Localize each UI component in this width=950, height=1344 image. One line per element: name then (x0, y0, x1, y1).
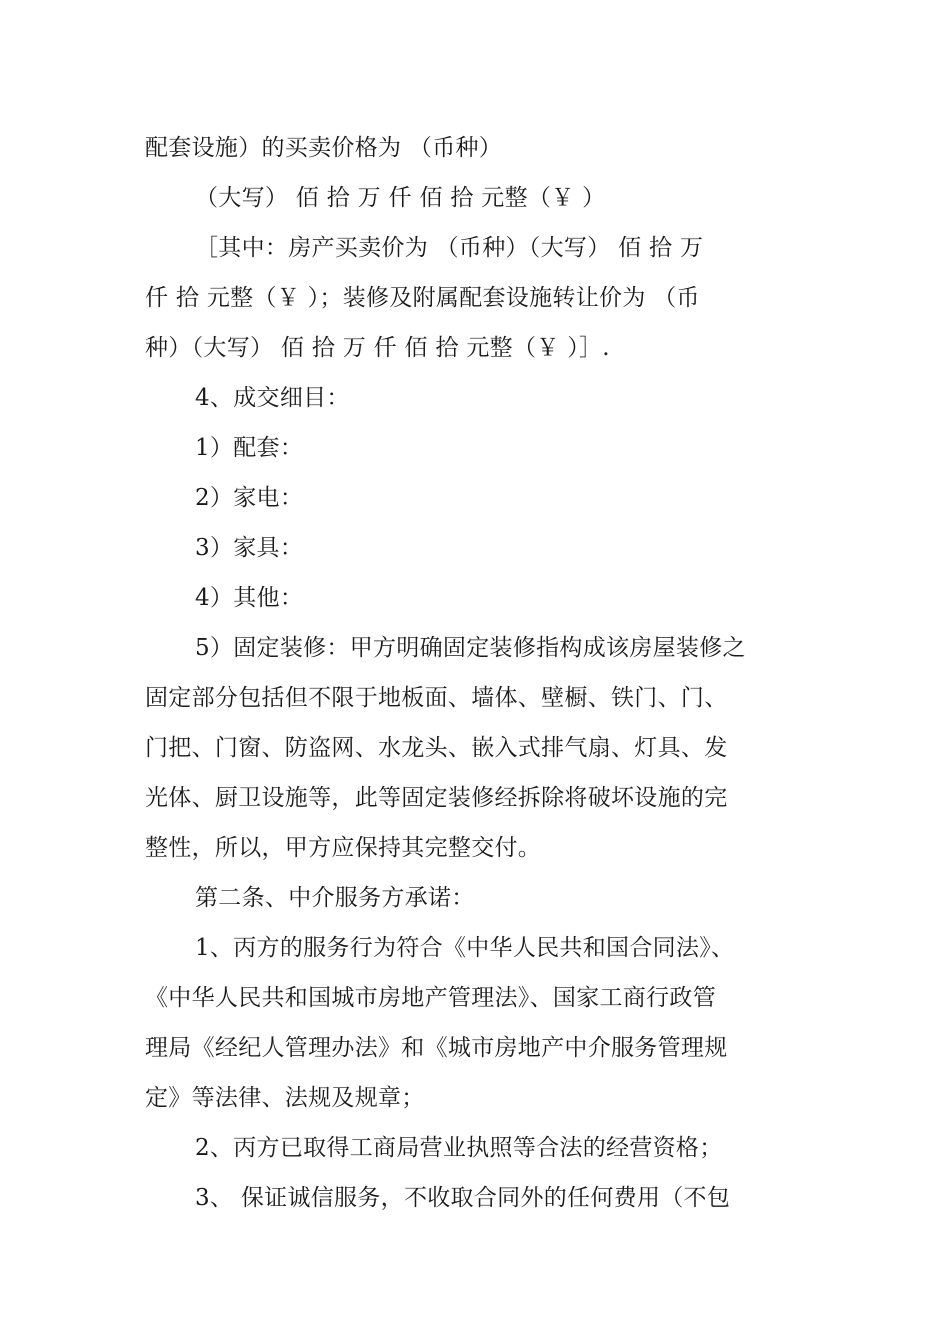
text-line: 配套设施）的买卖价格为 （币种） (145, 135, 503, 161)
text-line: 第二条、中介服务方承诺： (195, 885, 475, 911)
text-line: 门把、门窗、防盗网、水龙头、嵌入式排气扇、灯具、发 (145, 735, 728, 761)
text-line: 3）家具： (195, 535, 304, 561)
text-line: 种）（大写） 佰 拾 万 仟 佰 拾 元整（￥ ）］. (145, 335, 610, 361)
text-line: 理局《经纪人管理办法》和《城市房地产中介服务管理规 (145, 1035, 728, 1061)
text-line: （大写） 佰 拾 万 仟 佰 拾 元整（￥ ） (195, 185, 606, 211)
text-line: 2、丙方已取得工商局营业执照等合法的经营资格； (195, 1135, 723, 1161)
text-line: 定》等法律、法规及规章； (145, 1085, 425, 1111)
contract-text (145, 123, 810, 1223)
text-line: 2）家电： (195, 485, 304, 511)
text-line: 仟 拾 元整（￥ ）；装修及附属配套设施转让价为 （币 (145, 285, 700, 311)
text-line: 光体、厨卫设施等，此等固定装修经拆除将破坏设施的完 (145, 785, 728, 811)
text-line: ［其中：房产买卖价为 （币种）（大写） 佰 拾 万 (195, 235, 704, 261)
text-line: 整性，所以，甲方应保持其完整交付。 (145, 835, 542, 861)
text-line: 1、丙方的服务行为符合《中华人民共和国合同法》、 (195, 935, 735, 961)
text-line: 4）其他： (195, 585, 304, 611)
text-line: 固定部分包括但不限于地板面、墙体、壁橱、铁门、门、 (145, 685, 728, 711)
text-line: 《中华人民共和国城市房地产管理法》、国家工商行政管 (145, 985, 716, 1011)
text-line: 4、成交细目： (195, 385, 350, 411)
text-line: 3、 保证诚信服务，不收取合同外的任何费用（不包 (195, 1185, 731, 1211)
text-line: 5）固定装修：甲方明确固定装修指构成该房屋装修之 (195, 635, 746, 661)
text-line: 1）配套： (195, 435, 304, 461)
